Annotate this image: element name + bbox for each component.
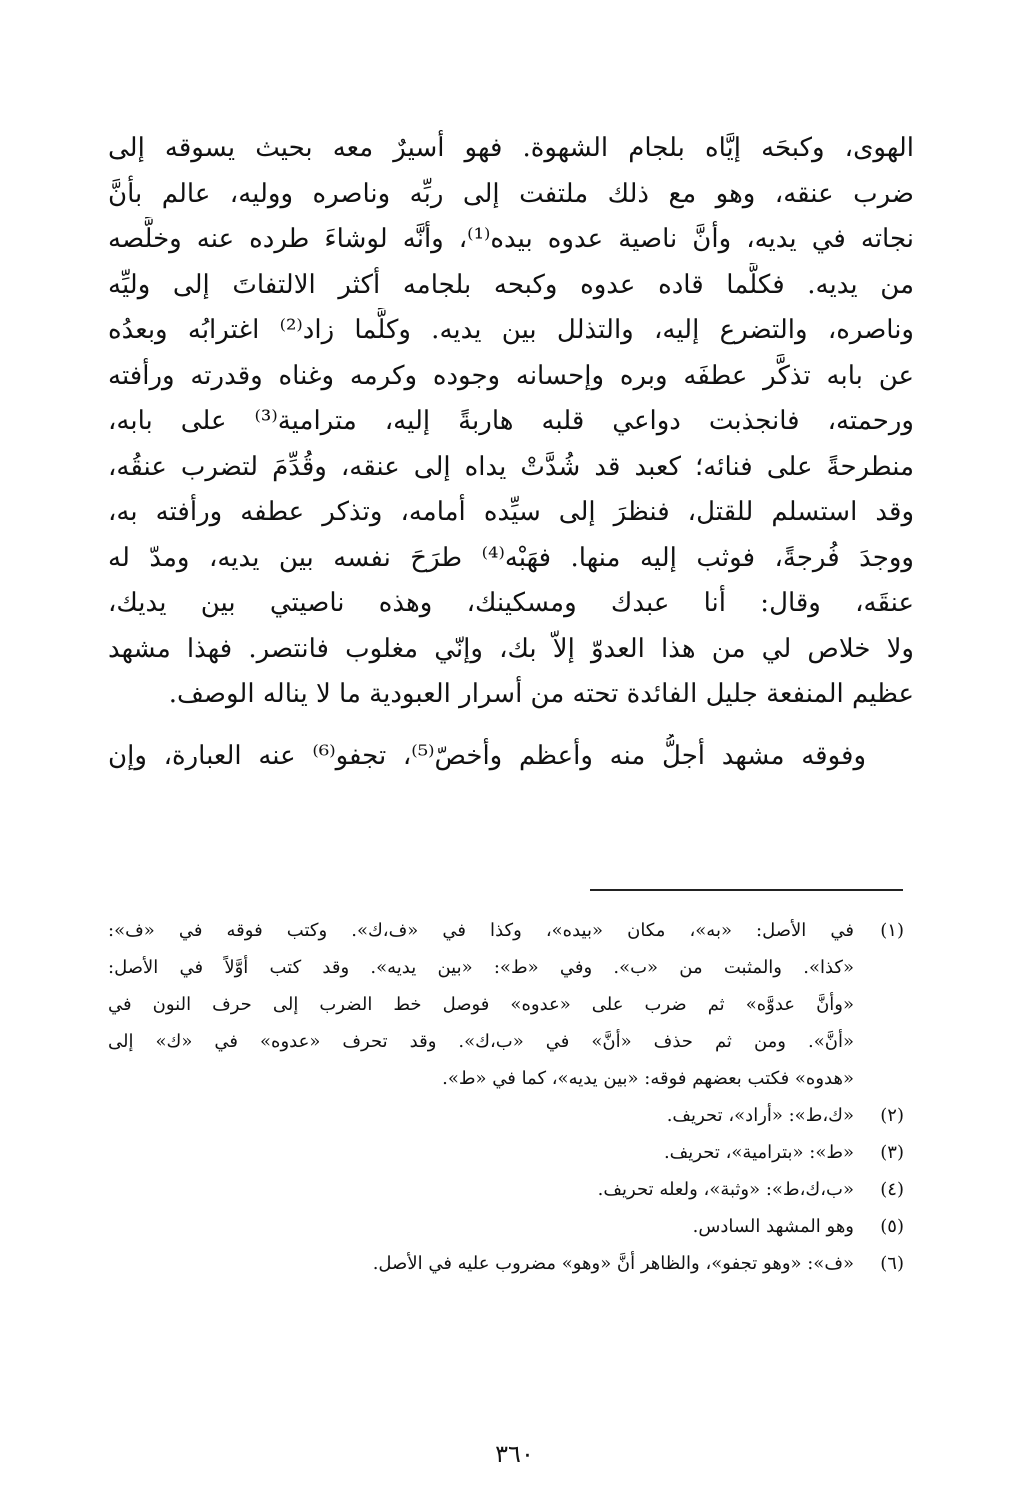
footnote-6 — [108, 1245, 904, 1282]
footnote-line: «وأنَّ عدوَّه» ثم ضرب على «عدوه» فوصل خط الضرب إلى حرف النون في — [108, 994, 854, 1015]
paragraph-2 — [108, 734, 914, 780]
text-line: وقد استسلم للقتل، فنظرَ إلى سيِّده أمامه، وتذكر عطفه ورأفته به، — [108, 497, 914, 527]
footnote-1 — [108, 912, 904, 1097]
footnote-number: (١) — [880, 920, 904, 941]
footnotes — [108, 912, 904, 1282]
text-line: عنقَه، وقال: أنا عبدك ومسكينك، وهذه ناصيتي بين يديك، — [108, 588, 914, 618]
page-number: ٣٦٠ — [495, 1440, 534, 1468]
text-line: منطرحةً على فنائه؛ كعبد قد شُدَّتْ يداه إلى عنقه، وقُدِّمَ لتضرب عنقُه، — [108, 451, 914, 482]
footnote-line: «ب،ك،ط»: «وثبة»، ولعله تحريف. — [597, 1179, 854, 1200]
footnote-number: (٢) — [880, 1105, 904, 1126]
footnote-text — [108, 912, 854, 1097]
footnote-line: «ف»: «وهو تجفو»، والظاهر أنَّ «وهو» مضروب عليه في الأصل. — [372, 1253, 854, 1274]
footnote-line: في الأصل: «به»، مكان «بيده»، وكذا في «ف،ك». وكتب فوقه في «ف»: — [108, 920, 854, 941]
text-line: وفوقه مشهد أجلُّ منه وأعظم وأخصّ⁽⁵⁾، تجفو⁽⁶⁾ عنه العبارة، وإن — [108, 740, 867, 771]
text-line: ولا خلاص لي من هذا العدوّ إلاّ بك، وإنّي مغلوب فانتصر. فهذا مشهد — [108, 633, 914, 664]
footnote-separator — [590, 889, 903, 891]
footnote-2 — [108, 1097, 904, 1134]
footnote-line: «ك،ط»: «أراد»، تحريف. — [666, 1105, 854, 1126]
footnote-number: (٦) — [880, 1253, 904, 1274]
footnote-line: «كذا». والمثبت من «ب». وفي «ط»: «بين يديه». وقد كتب أوَّلاً في الأصل: — [108, 957, 854, 978]
footnote-line: وهو المشهد السادس. — [692, 1216, 854, 1237]
footnote-line: «هدوه» فكتب بعضهم فوقه: «بين يديه»، كما في «ط». — [442, 1068, 854, 1089]
footnote-number: (٤) — [880, 1179, 904, 1200]
text-line: ضرب عنقه، وهو مع ذلك ملتفت إلى ربِّه وناصره ووليه، عالم بأنَّ — [108, 178, 914, 209]
footnote-number: (٣) — [880, 1142, 904, 1163]
text-line: ورحمته، فانجذبت دواعي قلبه هاربةً إليه، مترامية⁽³⁾ على بابه، — [108, 406, 914, 436]
text-line: الهوى، وكبحَه إيَّاه بلجام الشهوة. فهو أسيرٌ معه بحيث يسوقه إلى — [108, 133, 914, 163]
footnote-number: (٥) — [880, 1216, 904, 1237]
text-line: ووجدَ فُرجةً، فوثب إليه منها. فهَبْه⁽⁴⁾ طرَحَ نفسه بين يديه، ومدّ له — [108, 542, 914, 573]
paragraph-1 — [108, 126, 914, 718]
text-line: نجاته في يديه، وأنَّ ناصية عدوه بيده⁽¹⁾، وأنَّه لوشاءَ طرده عنه وخلَّصه — [108, 224, 914, 254]
text-line: عظيم المنفعة جليل الفائدة تحته من أسرار العبودية ما لا يناله الوصف. — [168, 679, 914, 709]
footnote-4 — [108, 1171, 904, 1208]
footnote-line: «أنَّ». ومن ثم حذف «أنَّ» في «ب،ك». وقد تحرف «عدوه» في «ك» إلى — [108, 1031, 854, 1052]
footnote-3 — [108, 1134, 904, 1171]
text-line: عن بابه تذكَّر عطفَه وبره وإحسانه وجوده وكرمه وغناه وقدرته ورأفته — [108, 360, 914, 391]
text-line: وناصره، والتضرع إليه، والتذلل بين يديه. وكلَّما زاد⁽²⁾ اغترابُه وبعدُه — [108, 315, 914, 345]
footnote-5 — [108, 1208, 904, 1245]
text-line: من يديه. فكلَّما قاده عدوه وكبحه بلجامه أكثر الالتفاتَ إلى وليِّه — [108, 269, 914, 300]
footnote-line: «ط»: «بترامية»، تحريف. — [663, 1142, 854, 1163]
main-text — [108, 126, 914, 779]
